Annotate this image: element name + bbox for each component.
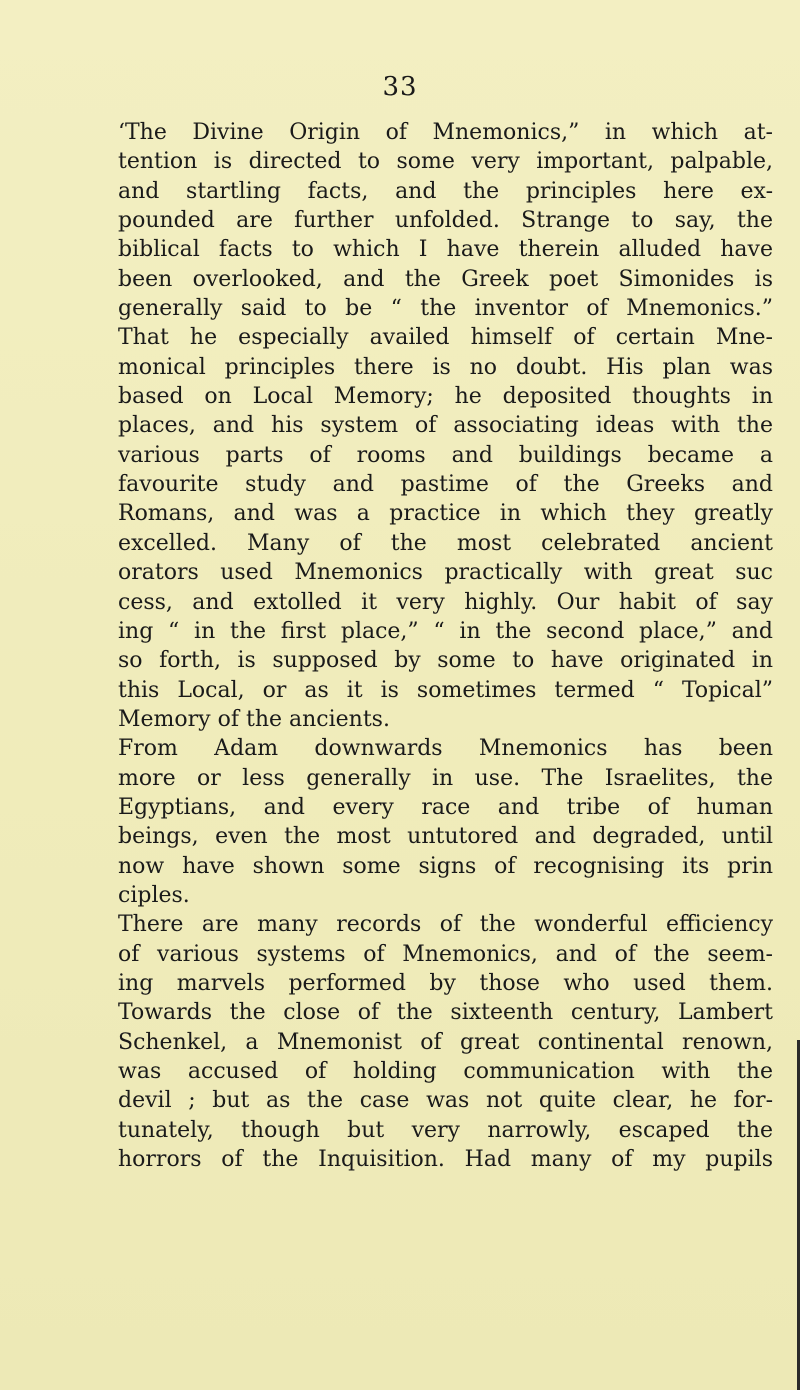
text-line: excelled. Many of the most celebrated ancient: [118, 530, 773, 556]
paragraph-end-line: ciples.: [118, 882, 190, 908]
text-line: so forth, is supposed by some to have originated in: [118, 648, 773, 674]
text-line: pounded are further unfolded. Strange to say, the: [118, 208, 773, 234]
text-line: Schenkel, a Mnemonist of great continental renown,: [118, 1029, 773, 1055]
text-line: beings, even the most untutored and degraded, until: [118, 824, 773, 850]
text-line: now have shown some signs of recognising its prin: [118, 853, 773, 879]
text-line: and startling facts, and the principles here ex-: [118, 178, 773, 204]
text-line: of various systems of Mnemonics, and of the seem-: [118, 941, 773, 967]
text-line: horrors of the Inquisition. Had many of my pupils: [118, 1147, 773, 1173]
paragraph-end-line: Memory of the ancients.: [118, 706, 390, 732]
text-line: ing marvels performed by those who used them.: [118, 970, 773, 996]
text-line: this Local, or as it is sometimes termed “ Topical”: [118, 677, 773, 703]
text-line: orators used Mnemonics practically with great suc: [118, 560, 773, 586]
text-line: tunately, though but very narrowly, escaped the: [118, 1117, 773, 1143]
text-line: monical principles there is no doubt. His plan was: [118, 354, 773, 380]
text-line: based on Local Memory; he deposited thoughts in: [118, 384, 773, 410]
text-line: ‘The Divine Origin of Mnemonics,” in which at-: [118, 120, 773, 145]
text-line: From Adam downwards Mnemonics has been: [118, 736, 773, 762]
text-line: tention is directed to some very important, palpable,: [118, 149, 773, 175]
text-line: Towards the close of the sixteenth century, Lambert: [118, 1000, 773, 1026]
text-line: generally said to be “ the inventor of Mnemonics.”: [118, 296, 773, 322]
text-line: more or less generally in use. The Israelites, the: [118, 765, 773, 791]
text-line: been overlooked, and the Greek poet Simonides is: [118, 266, 773, 292]
text-line: cess, and extolled it very highly. Our habit of say: [118, 589, 773, 615]
text-line: ing “ in the first place,” “ in the second place,” and: [118, 618, 773, 644]
text-line: There are many records of the wonderful efficiency: [118, 912, 773, 938]
page-number: 33: [382, 72, 418, 102]
text-line: Romans, and was a practice in which they greatly: [118, 501, 773, 527]
text-line: various parts of rooms and buildings became a: [118, 442, 773, 468]
text-line: favourite study and pastime of the Greeks and: [118, 472, 773, 498]
text-line: biblical facts to which I have therein alluded have: [118, 237, 773, 263]
text-line: That he especially availed himself of certain Mne-: [118, 325, 773, 351]
text-line: Egyptians, and every race and tribe of human: [118, 794, 773, 820]
body-text: [118, 118, 773, 1174]
text-line: was accused of holding communication with the: [118, 1059, 773, 1084]
text-line: devil ; but as the case was not quite clear, he for-: [118, 1088, 773, 1114]
text-line: places, and his system of associating ideas with the: [118, 413, 773, 439]
